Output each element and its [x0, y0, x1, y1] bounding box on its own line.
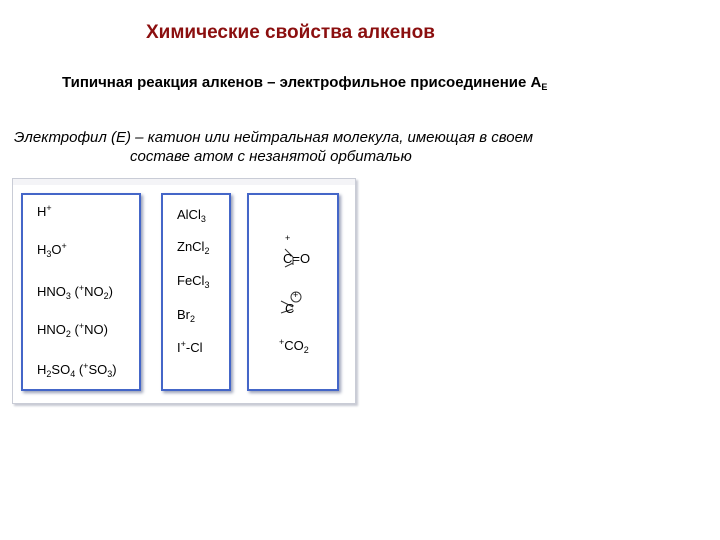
formula-carbocation: C [285, 301, 295, 316]
subtitle [62, 74, 547, 92]
formula-zncl2: ZnCl$_2$ [177, 239, 210, 256]
definition-line-1: Электрофил (Е) – катион или нейтральная молекула, имеющая в своем [14, 129, 534, 146]
formula-h2so4: $H_2SO_4$ $(^+SO_3)$ [37, 361, 117, 379]
formula-hno3: $HNO_3$ $(^+NO_2)$ [37, 283, 113, 301]
subtitle-text: Типичная реакция алкенов – электрофильное присоединение A [62, 74, 542, 91]
formula-fecl3: FeCl$_3$ [177, 273, 210, 290]
electrophiles-panel [12, 178, 356, 404]
formula-h3o-plus: $H_3O^+$ [37, 241, 67, 259]
cation-plus-1: + [285, 233, 291, 243]
formula-h-plus: H+ [37, 203, 52, 219]
page-title: Химические свойства алкенов [146, 22, 435, 43]
carbon-electrophiles-box [247, 193, 339, 391]
formula-icl: I+-Cl [177, 339, 203, 355]
formula-hno2: $HNO_2$ (+NO) [37, 321, 108, 339]
panel-header-strip [13, 179, 355, 185]
subtitle-sub: E [541, 82, 548, 92]
cation-plus-2: + [293, 290, 299, 300]
lewis-acids-box [161, 193, 231, 391]
formula-alcl3: AlCl$_3$ [177, 207, 206, 224]
protic-acids-box [21, 193, 141, 391]
formula-br2: $Br_2$ [177, 307, 196, 324]
definition-line-2: составе атом с незанятой орбиталью [130, 148, 412, 165]
formula-co2: $^+CO_2$ [279, 337, 309, 355]
formula-carbonyl: C=O [283, 251, 311, 266]
electrophile-definition [14, 128, 614, 166]
